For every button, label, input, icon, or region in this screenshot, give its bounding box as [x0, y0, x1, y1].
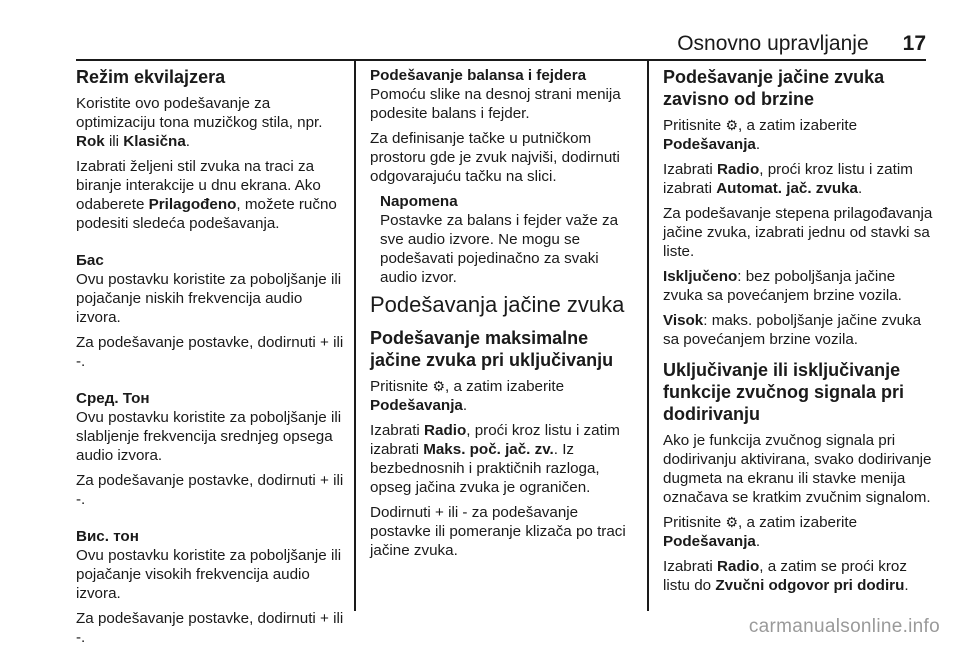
heading-max-volume: Podešavanje maksimalne jačine zvuka pri uključivanju	[370, 328, 614, 370]
header-rule	[76, 59, 926, 61]
watermark: carmanualsonline.info	[748, 616, 940, 637]
paragraph: Pritisnite ⚙, a zatim izaberite Podešavanja.	[663, 514, 858, 550]
paragraph: Pritisnite ⚙, a zatim izaberite Podešavanja.	[663, 117, 858, 153]
heading-touch-sound: Uključivanje ili isključivanje funkcije zvučnog signala pri dodirivanju	[663, 360, 905, 424]
heading-volume-settings: Podešavanja jačine zvuka	[370, 292, 625, 317]
heading-balans: Podešavanje balansa i fejdera	[370, 67, 587, 84]
paragraph: Isključeno: bez poboljšanja jačine zvuka sa povećanjem brzine vozila.	[663, 268, 902, 304]
paragraph: Izabrati željeni stil zvuka na traci za biranje interakcije u dnu ekrana. Ako odaberete Prilagođeno, možete ručno podesiti sledeća podešavanja.	[76, 158, 337, 232]
heading-vis: Вис. тон	[76, 528, 139, 545]
column-1	[76, 66, 344, 653]
page-title: Osnovno upravljanje	[677, 32, 869, 55]
paragraph: Dodirnuti + ili - za podešavanje postavke ili pomeranje klizača po traci jačine zvuka.	[370, 504, 626, 559]
column-2	[370, 66, 636, 566]
settings-gear-icon: ⚙	[725, 514, 739, 530]
paragraph: Ovu postavku koristite za poboljšanje ili pojačanje niskih frekvencija audio izvora.	[76, 271, 342, 326]
paragraph: Za podešavanje postavke, dodirnuti + ili -.	[76, 472, 344, 508]
settings-gear-icon: ⚙	[725, 117, 739, 133]
page-number: 17	[902, 32, 926, 55]
paragraph: Za podešavanje postavke, dodirnuti + ili -.	[76, 610, 344, 646]
note-text: Postavke za balans i fejder važe za sve audio izvore. Ne mogu se podešavati pojedinačno za svaki audio izvor.	[380, 212, 619, 286]
column-divider-1	[354, 61, 356, 611]
paragraph: Izabrati Radio, a zatim se proći kroz listu do Zvučni odgovor pri dodiru.	[663, 558, 909, 594]
paragraph: Ovu postavku koristite za poboljšanje ili pojačanje visokih frekvencija audio izvora.	[76, 547, 342, 602]
paragraph: Izabrati Radio, proći kroz listu i zatim izabrati Automat. jač. zvuka.	[663, 161, 913, 197]
column-divider-2	[647, 61, 649, 611]
paragraph: Izabrati Radio, proći kroz listu i zatim izabrati Maks. poč. jač. zv.. Iz bezbednosnih i praktičnih razloga, opseg jačina zvuka je ograničen.	[370, 422, 620, 496]
settings-gear-icon: ⚙	[432, 378, 446, 394]
paragraph: Visok: maks. poboljšanje jačine zvuka sa povećanjem brzine vozila.	[663, 312, 922, 348]
paragraph: Pritisnite ⚙, a zatim izaberite Podešavanja.	[370, 378, 565, 414]
heading-sred: Сред. Тон	[76, 390, 150, 407]
column-3	[663, 66, 933, 601]
heading-speed-volume: Podešavanje jačine zvuka zavisno od brzine	[663, 67, 885, 109]
paragraph: Za definisanje tačke u putničkom prostoru gde je zvuk najviši, dodirnuti odgovarajuću tačku na slici.	[370, 130, 620, 185]
heading-bas: Бас	[76, 252, 104, 269]
heading-equalizer: Režim ekvilajzera	[76, 67, 226, 87]
note-box	[380, 192, 636, 287]
paragraph: Ako je funkcija zvučnog signala pri dodirivanju aktivirana, svako dodirivanje dugmeta na ekranu ili stavke menija označava se kratkim zvučnim signalom.	[663, 432, 932, 506]
paragraph: Za podešavanje postavke, dodirnuti + ili -.	[76, 334, 344, 370]
paragraph: Koristite ovo podešavanje za optimizaciju tona muzičkog stila, npr. Rok ili Klasična.	[76, 95, 323, 150]
paragraph: Pomoću slike na desnoj strani menija podesite balans i fejder.	[370, 86, 621, 122]
paragraph: Ovu postavku koristite za poboljšanje ili slabljenje frekvencija srednjeg opsega audio izvora.	[76, 409, 342, 464]
paragraph: Za podešavanje stepena prilagođavanja jačine zvuka, izabrati jednu od stavki sa liste.	[663, 205, 933, 260]
note-heading: Napomena	[380, 193, 458, 210]
page-header	[640, 26, 926, 56]
